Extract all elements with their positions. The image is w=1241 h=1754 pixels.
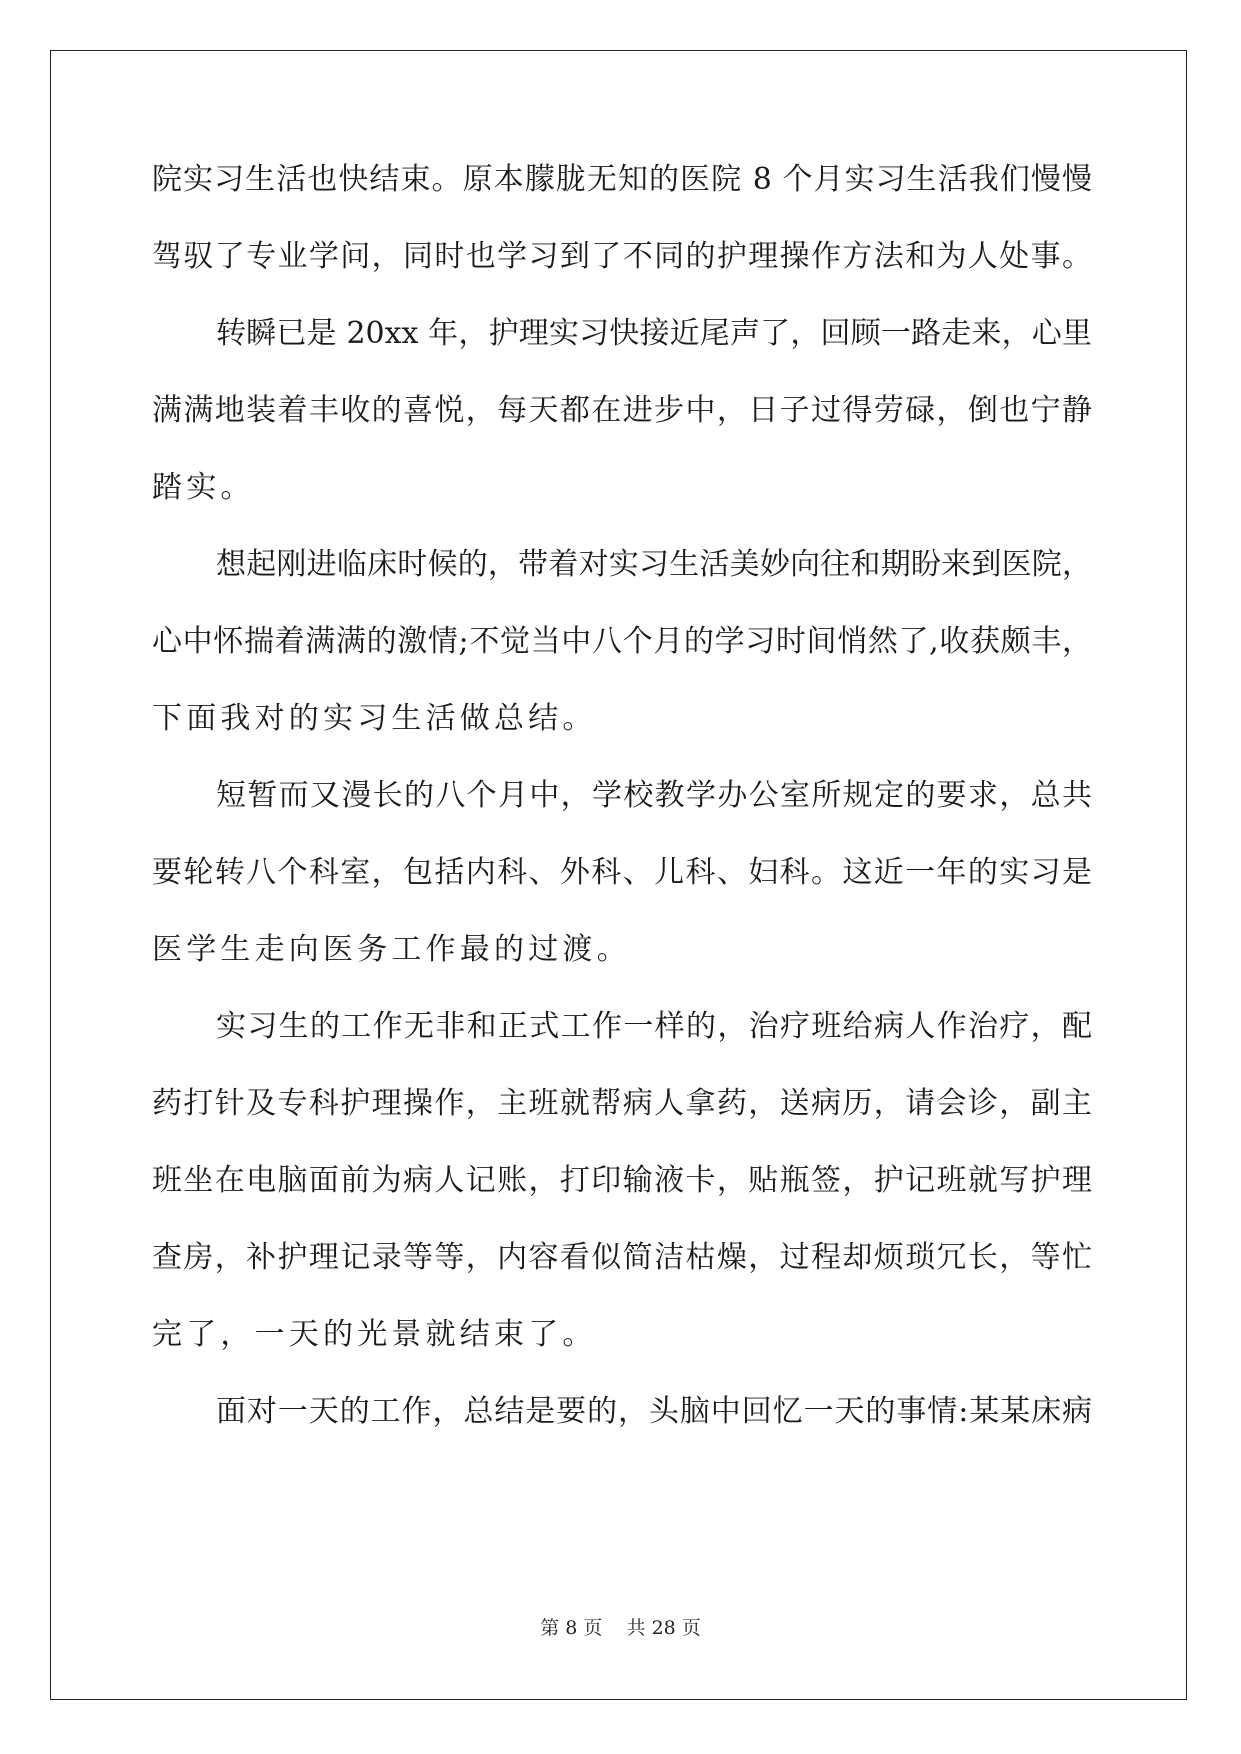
- text-line: 驾驭了专业学问，同时也学习到了不同的护理操作方法和为人处事。: [152, 239, 1092, 274]
- text-line: 想起刚进临床时候的，带着对实习生活美妙向往和期盼来到医院，: [216, 547, 1092, 582]
- text-line: 完了，一天的光景就结束了。: [152, 1317, 597, 1352]
- text-line: 要轮转八个科室，包括内科、外科、儿科、妇科。这近一年的实习是: [152, 855, 1092, 890]
- text-line: 踏实。: [152, 470, 255, 505]
- text-line: 转瞬已是 20xx 年，护理实习快接近尾声了，回顾一路走来，心里: [216, 316, 1092, 351]
- text-line: 面对一天的工作，总结是要的，头脑中回忆一天的事情:某某床病: [216, 1394, 1092, 1429]
- text-line: 院实习生活也快结束。原本朦胧无知的医院 8 个月实习生活我们慢慢: [152, 162, 1092, 197]
- page-total: 共 28 页: [626, 1617, 701, 1639]
- page-number: 第 8 页: [540, 1617, 603, 1639]
- text-line: 心中怀揣着满满的激情;不觉当中八个月的学习时间悄然了,收获颇丰，: [152, 624, 1092, 659]
- text-line: 班坐在电脑面前为病人记账，打印输液卡，贴瓶签，护记班就写护理: [152, 1163, 1092, 1198]
- text-line: 医学生走向医务工作最的过渡。: [152, 932, 631, 967]
- text-line: 下面我对的实习生活做总结。: [152, 701, 597, 736]
- text-line: 满满地装着丰收的喜悦，每天都在进步中，日子过得劳碌，倒也宁静: [152, 393, 1092, 428]
- text-line: 短暂而又漫长的八个月中，学校教学办公室所规定的要求，总共: [216, 778, 1092, 813]
- text-line: 查房，补护理记录等等，内容看似简洁枯燥，过程却烦琐冗长，等忙: [152, 1240, 1092, 1275]
- text-line: 药打针及专科护理操作，主班就帮病人拿药，送病历，请会诊，副主: [152, 1086, 1092, 1121]
- text-line: 实习生的工作无非和正式工作一样的，治疗班给病人作治疗，配: [216, 1009, 1092, 1044]
- page-footer: [0, 1616, 1241, 1640]
